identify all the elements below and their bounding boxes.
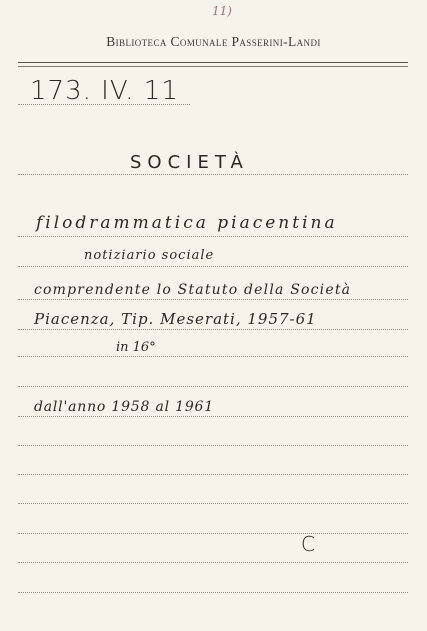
ruled-line — [18, 562, 408, 563]
ruled-line — [18, 236, 408, 237]
ruled-line — [18, 329, 408, 330]
library-header: Biblioteca Comunale Passerini-Landi — [106, 34, 321, 49]
ruled-line — [18, 266, 408, 267]
shelfmark: 173. IV. 11 — [30, 76, 179, 106]
ruled-line — [18, 174, 408, 175]
corner-pencil-mark: 11) — [212, 4, 232, 18]
subject-heading: SOCIETÀ — [130, 152, 249, 173]
ruled-line — [18, 445, 408, 446]
shelfmark-underline — [18, 104, 190, 105]
ruled-line — [18, 503, 408, 504]
ruled-line — [18, 299, 408, 300]
header-rule-bottom — [18, 66, 408, 67]
ruled-line — [18, 592, 408, 593]
entry-subtitle-line: notiziario sociale — [84, 248, 215, 263]
ruled-line — [18, 416, 408, 417]
entry-imprint-line: Piacenza, Tip. Meserati, 1957-61 — [34, 310, 317, 328]
entry-format-line: in 16° — [116, 340, 156, 355]
margin-mark: C — [301, 532, 315, 556]
entry-contents-line: comprendente lo Statuto della Società — [34, 282, 352, 298]
ruled-line — [18, 386, 408, 387]
header-rule-top — [18, 62, 408, 63]
ruled-line — [18, 356, 408, 357]
entry-holdings-line: dall'anno 1958 al 1961 — [34, 399, 214, 415]
ruled-line — [18, 533, 408, 534]
ruled-line — [18, 474, 408, 475]
entry-title-line: filodrammatica piacentina — [36, 213, 338, 233]
